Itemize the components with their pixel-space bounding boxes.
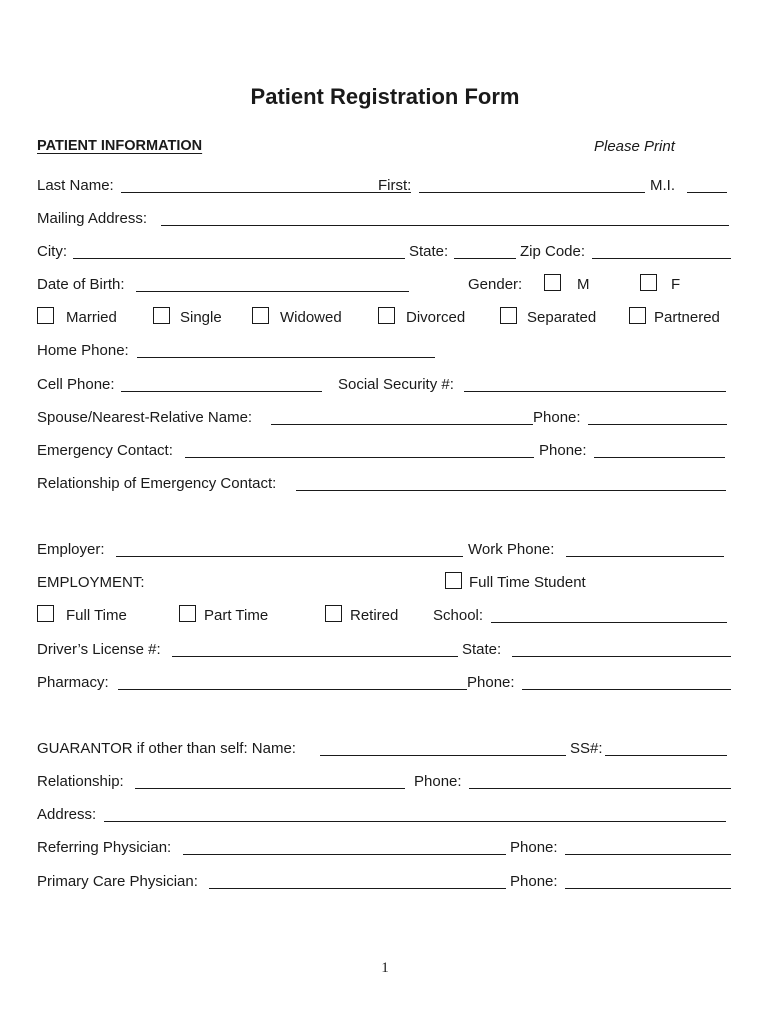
please-print-note: Please Print bbox=[594, 138, 675, 155]
guarantor-phone-field[interactable] bbox=[469, 788, 731, 789]
retired-checkbox[interactable] bbox=[325, 605, 342, 622]
emergency-phone-label: Phone: bbox=[539, 442, 587, 459]
last-name-field[interactable] bbox=[121, 192, 411, 193]
primary-care-phone-label: Phone: bbox=[510, 873, 558, 890]
middle-initial-field[interactable] bbox=[687, 192, 727, 193]
part-time-label: Part Time bbox=[204, 607, 269, 624]
form-title: Patient Registration Form bbox=[250, 84, 520, 109]
gender-m-checkbox[interactable] bbox=[544, 274, 561, 291]
last-name-label: Last Name: bbox=[37, 177, 114, 194]
pharmacy-phone-label: Phone: bbox=[467, 674, 515, 691]
guarantor-name-field[interactable] bbox=[320, 755, 566, 756]
separated-checkbox[interactable] bbox=[500, 307, 517, 324]
cell-phone-label: Cell Phone: bbox=[37, 376, 115, 393]
guarantor-ss-label: SS#: bbox=[570, 740, 603, 757]
gender-f-checkbox[interactable] bbox=[640, 274, 657, 291]
dob-label: Date of Birth: bbox=[37, 276, 125, 293]
first-name-label: First: bbox=[378, 177, 412, 194]
emergency-relationship-field[interactable] bbox=[296, 490, 726, 491]
spouse-phone-label: Phone: bbox=[533, 409, 581, 426]
gender-label: Gender: bbox=[468, 276, 523, 293]
guarantor-ss-field[interactable] bbox=[605, 755, 727, 756]
guarantor-label: GUARANTOR if other than self: Name: bbox=[37, 740, 296, 757]
mailing-address-field[interactable] bbox=[161, 225, 729, 226]
state-field[interactable] bbox=[454, 258, 516, 259]
school-field[interactable] bbox=[491, 622, 727, 623]
spouse-phone-field[interactable] bbox=[588, 424, 727, 425]
married-checkbox[interactable] bbox=[37, 307, 54, 324]
drivers-license-label: Driver’s License #: bbox=[37, 641, 161, 658]
widowed-label: Widowed bbox=[280, 309, 342, 326]
single-label: Single bbox=[180, 309, 222, 326]
divorced-label: Divorced bbox=[406, 309, 466, 326]
gender-m-label: M bbox=[577, 276, 590, 293]
referring-phone-field[interactable] bbox=[565, 854, 731, 855]
married-label: Married bbox=[66, 309, 117, 326]
partnered-label: Partnered bbox=[654, 309, 720, 326]
referring-phone-label: Phone: bbox=[510, 839, 558, 856]
city-field[interactable] bbox=[73, 258, 405, 259]
full-time-checkbox[interactable] bbox=[37, 605, 54, 622]
school-label: School: bbox=[433, 607, 484, 624]
home-phone-field[interactable] bbox=[137, 357, 435, 358]
divorced-checkbox[interactable] bbox=[378, 307, 395, 324]
emergency-contact-label: Emergency Contact: bbox=[37, 442, 173, 459]
guarantor-relationship-label: Relationship: bbox=[37, 773, 124, 790]
ssn-label: Social Security #: bbox=[338, 376, 454, 393]
employer-label: Employer: bbox=[37, 541, 105, 558]
drivers-license-field[interactable] bbox=[172, 656, 458, 657]
mailing-address-label: Mailing Address: bbox=[37, 210, 148, 227]
zip-code-field[interactable] bbox=[592, 258, 731, 259]
zip-code-label: Zip Code: bbox=[520, 243, 586, 260]
home-phone-label: Home Phone: bbox=[37, 342, 129, 359]
separated-label: Separated bbox=[527, 309, 597, 326]
referring-physician-field[interactable] bbox=[183, 854, 506, 855]
part-time-checkbox[interactable] bbox=[179, 605, 196, 622]
gender-f-label: F bbox=[671, 276, 681, 293]
full-time-label: Full Time bbox=[66, 607, 127, 624]
primary-care-label: Primary Care Physician: bbox=[37, 873, 198, 890]
primary-care-field[interactable] bbox=[209, 888, 506, 889]
primary-care-phone-field[interactable] bbox=[565, 888, 731, 889]
guarantor-phone-label: Phone: bbox=[414, 773, 462, 790]
cell-phone-field[interactable] bbox=[121, 391, 322, 392]
pharmacy-label: Pharmacy: bbox=[37, 674, 109, 691]
emergency-phone-field[interactable] bbox=[594, 457, 725, 458]
guarantor-relationship-field[interactable] bbox=[135, 788, 405, 789]
pharmacy-field[interactable] bbox=[118, 689, 467, 690]
patient-information-heading: PATIENT INFORMATION bbox=[37, 138, 203, 154]
retired-label: Retired bbox=[350, 607, 399, 624]
license-state-label: State: bbox=[462, 641, 502, 658]
page-number: 1 bbox=[381, 960, 389, 976]
widowed-checkbox[interactable] bbox=[252, 307, 269, 324]
full-time-student-checkbox[interactable] bbox=[445, 572, 462, 589]
middle-initial-label: M.I. bbox=[650, 177, 675, 194]
referring-physician-label: Referring Physician: bbox=[37, 839, 172, 856]
spouse-field[interactable] bbox=[271, 424, 533, 425]
license-state-field[interactable] bbox=[512, 656, 731, 657]
spouse-label: Spouse/Nearest-Relative Name: bbox=[37, 409, 253, 426]
city-label: City: bbox=[37, 243, 67, 260]
dob-field[interactable] bbox=[136, 291, 409, 292]
single-checkbox[interactable] bbox=[153, 307, 170, 324]
partnered-checkbox[interactable] bbox=[629, 307, 646, 324]
first-name-field[interactable] bbox=[419, 192, 645, 193]
guarantor-address-label: Address: bbox=[37, 806, 97, 823]
pharmacy-phone-field[interactable] bbox=[522, 689, 731, 690]
guarantor-address-field[interactable] bbox=[104, 821, 726, 822]
work-phone-label: Work Phone: bbox=[468, 541, 555, 558]
employer-field[interactable] bbox=[116, 556, 463, 557]
ssn-field[interactable] bbox=[464, 391, 726, 392]
employment-label: EMPLOYMENT: bbox=[37, 574, 145, 591]
full-time-student-label: Full Time Student bbox=[469, 574, 586, 591]
emergency-contact-field[interactable] bbox=[185, 457, 534, 458]
emergency-relationship-label: Relationship of Emergency Contact: bbox=[37, 475, 277, 492]
work-phone-field[interactable] bbox=[566, 556, 724, 557]
state-label: State: bbox=[409, 243, 449, 260]
